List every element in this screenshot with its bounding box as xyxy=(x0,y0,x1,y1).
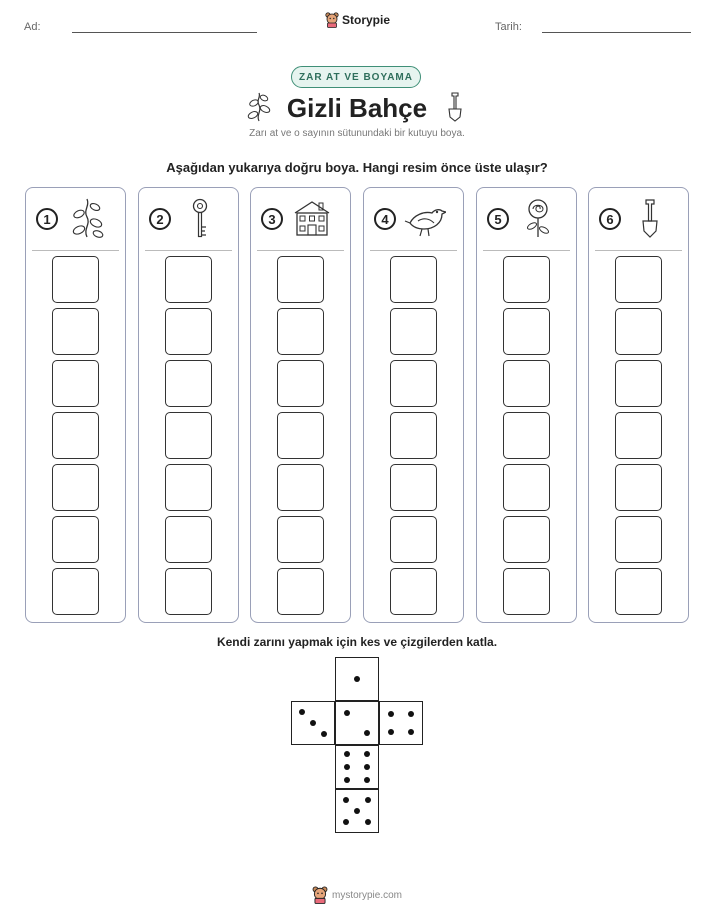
die-instruction: Kendi zarını yapmak için kes ve çizgilerden katla. xyxy=(216,635,498,649)
color-box[interactable] xyxy=(615,360,662,407)
die-pip xyxy=(364,764,370,770)
color-box[interactable] xyxy=(52,256,99,303)
bear-icon xyxy=(325,12,339,28)
die-pip xyxy=(365,797,371,803)
date-line xyxy=(542,32,691,33)
brand-logo xyxy=(325,12,390,28)
color-box[interactable] xyxy=(615,568,662,615)
column-5 xyxy=(476,187,577,623)
die-face-4 xyxy=(379,701,423,745)
color-box[interactable] xyxy=(390,256,437,303)
subtitle: Zarı at ve o sayının sütunundaki bir kutuyu boya. xyxy=(249,128,465,139)
die-face-6 xyxy=(335,745,379,789)
die-pip xyxy=(365,819,371,825)
color-box[interactable] xyxy=(165,360,212,407)
date-label: Tarih: xyxy=(495,21,522,33)
color-box[interactable] xyxy=(52,464,99,511)
die-pip xyxy=(364,777,370,783)
die-pip xyxy=(364,730,370,736)
color-box[interactable] xyxy=(615,308,662,355)
vine-icon xyxy=(246,91,272,123)
die-pip xyxy=(344,777,350,783)
die-pip xyxy=(344,710,350,716)
column-divider xyxy=(145,250,232,251)
color-box[interactable] xyxy=(390,516,437,563)
column-number: 4 xyxy=(374,208,396,230)
title-row xyxy=(240,90,474,126)
color-box[interactable] xyxy=(615,256,662,303)
color-box[interactable] xyxy=(390,464,437,511)
color-box[interactable] xyxy=(52,360,99,407)
die-pip xyxy=(299,709,305,715)
activity-badge: ZAR AT VE BOYAMA xyxy=(291,66,421,88)
die-pip xyxy=(343,819,349,825)
die-pip xyxy=(364,751,370,757)
die-pip xyxy=(388,729,394,735)
column-divider xyxy=(483,250,570,251)
column-number: 6 xyxy=(599,208,621,230)
color-box[interactable] xyxy=(52,516,99,563)
color-box[interactable] xyxy=(390,568,437,615)
color-box[interactable] xyxy=(165,412,212,459)
color-box[interactable] xyxy=(52,412,99,459)
color-box[interactable] xyxy=(503,568,550,615)
rose-icon xyxy=(517,197,559,239)
die-face-5 xyxy=(335,789,379,833)
die-face-2 xyxy=(335,701,379,745)
house-icon xyxy=(291,197,333,239)
color-box[interactable] xyxy=(277,516,324,563)
column-number: 1 xyxy=(36,208,58,230)
column-divider xyxy=(370,250,457,251)
column-2 xyxy=(138,187,239,623)
color-box[interactable] xyxy=(52,568,99,615)
die-pip xyxy=(354,676,360,682)
color-box[interactable] xyxy=(615,516,662,563)
name-line xyxy=(72,32,257,33)
key-icon xyxy=(179,197,221,239)
die-pip xyxy=(354,808,360,814)
column-divider xyxy=(32,250,119,251)
bird-icon xyxy=(404,197,446,239)
color-box[interactable] xyxy=(277,464,324,511)
die-pip xyxy=(408,711,414,717)
color-box[interactable] xyxy=(503,412,550,459)
brand-name: Storypie xyxy=(342,13,391,27)
vine-icon xyxy=(66,197,108,239)
column-divider xyxy=(595,250,682,251)
column-number: 2 xyxy=(149,208,171,230)
color-box[interactable] xyxy=(165,464,212,511)
die-face-3 xyxy=(291,701,335,745)
column-3 xyxy=(250,187,351,623)
die-pip xyxy=(388,711,394,717)
die-pip xyxy=(321,731,327,737)
footer-url: mystorypie.com xyxy=(331,889,402,901)
color-box[interactable] xyxy=(503,360,550,407)
bear-icon xyxy=(312,886,328,904)
color-box[interactable] xyxy=(277,360,324,407)
shovel-icon xyxy=(629,197,671,239)
color-box[interactable] xyxy=(277,256,324,303)
color-box[interactable] xyxy=(52,308,99,355)
color-box[interactable] xyxy=(277,308,324,355)
color-box[interactable] xyxy=(390,308,437,355)
column-divider xyxy=(257,250,344,251)
die-face-1 xyxy=(335,657,379,701)
color-box[interactable] xyxy=(615,464,662,511)
color-box[interactable] xyxy=(503,516,550,563)
die-pip xyxy=(408,729,414,735)
color-box[interactable] xyxy=(277,568,324,615)
name-label: Ad: xyxy=(24,21,41,33)
color-box[interactable] xyxy=(503,464,550,511)
column-number: 5 xyxy=(487,208,509,230)
die-pip xyxy=(343,797,349,803)
color-box[interactable] xyxy=(277,412,324,459)
color-box[interactable] xyxy=(503,308,550,355)
die-pip xyxy=(344,764,350,770)
die-pip xyxy=(310,720,316,726)
footer xyxy=(0,886,714,904)
color-box[interactable] xyxy=(165,256,212,303)
color-box[interactable] xyxy=(390,412,437,459)
shovel-icon xyxy=(445,91,465,123)
column-1 xyxy=(25,187,126,623)
color-box[interactable] xyxy=(165,516,212,563)
color-box[interactable] xyxy=(503,256,550,303)
column-number: 3 xyxy=(261,208,283,230)
color-box[interactable] xyxy=(165,568,212,615)
die-pip xyxy=(344,751,350,757)
page-title: Gizli Bahçe xyxy=(286,92,428,123)
color-box[interactable] xyxy=(165,308,212,355)
column-6 xyxy=(588,187,689,623)
column-4 xyxy=(363,187,464,623)
instruction: Aşağıdan yukarıya doğru boya. Hangi resim önce üste ulaşır? xyxy=(166,160,548,175)
color-box[interactable] xyxy=(615,412,662,459)
color-box[interactable] xyxy=(390,360,437,407)
